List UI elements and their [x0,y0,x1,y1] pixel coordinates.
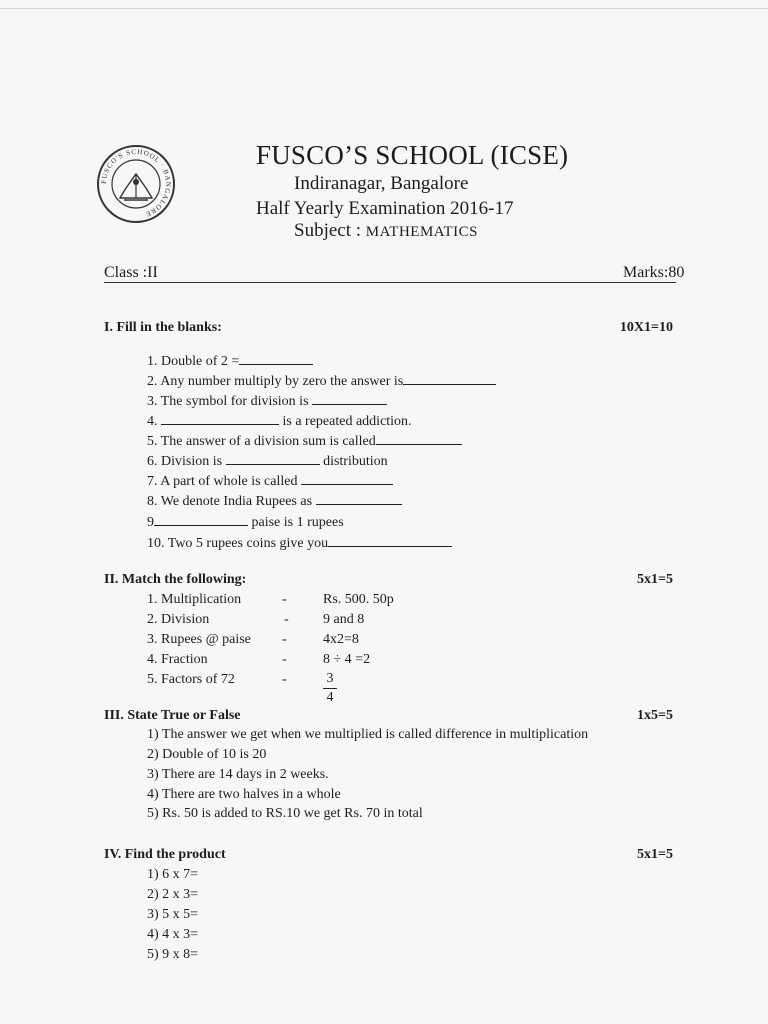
match-right-4: 8 ÷ 4 =2 [323,652,371,667]
match-left-2: 2. Division [147,612,210,627]
section-4-heading: IV. Find the product [104,847,226,862]
school-seal-icon [96,144,176,224]
match-dash: - [284,612,289,627]
section-3-marks: 1x5=5 [637,708,673,723]
match-left-3: 3. Rupees @ paise [147,632,251,647]
blank-question-8: 8. We denote India Rupees as [147,492,402,510]
true-false-item-3: 3) There are 14 days in 2 weeks. [147,767,329,782]
match-dash: - [282,652,287,667]
answer-blank [376,432,462,445]
blank-question-9: 9 paise is 1 rupees [147,515,344,530]
match-dash: - [282,632,287,647]
true-false-item-2: 2) Double of 10 is 20 [147,747,267,762]
svg-text:FUSCO'S SCHOOL · BANGALORE: FUSCO'S SCHOOL · BANGALORE [99,147,173,219]
blank-question-10: 10. Two 5 rupees coins give you [147,534,452,552]
section-1-marks: 10X1=10 [619,320,673,335]
subject-label: Subject : [294,220,362,241]
section-2-heading: II. Match the following: [104,572,247,587]
answer-blank [226,452,320,465]
blank-question-2: 2. Any number multiply by zero the answer is [147,372,496,390]
fraction-denominator: 4 [326,690,334,705]
true-false-item-4: 4) There are two halves in a whole [147,787,341,802]
header-divider [104,282,676,283]
product-item-5: 5) 9 x 8= [147,947,199,962]
answer-blank [301,472,393,485]
product-item-2: 2) 2 x 3= [147,887,199,902]
match-right-5-fraction [323,671,337,706]
paper-edge [0,8,768,9]
blank-question-5: 5. The answer of a division sum is called [147,432,462,450]
answer-blank [161,412,279,425]
answer-blank [154,513,248,526]
section-3-heading: III. State True or False [104,708,241,723]
match-left-4: 4. Fraction [147,652,208,667]
true-false-item-5: 5) Rs. 50 is added to RS.10 we get Rs. 70 in total [147,806,423,821]
school-name: FUSCO’S SCHOOL (ICSE) [256,140,569,170]
match-right-2: 9 and 8 [323,612,365,627]
blank-question-7: 7. A part of whole is called [147,472,393,490]
blank-question-1: 1. Double of 2 = [147,352,313,370]
product-item-3: 3) 5 x 5= [147,907,199,922]
fraction-bar [323,688,337,689]
school-location: Indiranagar, Bangalore [294,173,469,194]
blank-question-4: 4. is a repeated addiction. [147,414,412,429]
section-1-heading: I. Fill in the blanks: [104,320,222,335]
total-marks: Marks:80 [623,264,685,281]
section-2-marks: 5x1=5 [637,572,673,587]
exam-title: Half Yearly Examination 2016-17 [256,198,514,219]
blank-question-6: 6. Division is distribution [147,454,388,469]
match-left-5: 5. Factors of 72 [147,672,235,687]
answer-blank [403,372,496,385]
match-right-1: Rs. 500. 50p [323,592,394,607]
product-item-4: 4) 4 x 3= [147,927,199,942]
answer-blank [328,534,452,547]
match-right-3: 4x2=8 [323,632,359,647]
answer-blank [316,492,402,505]
blank-question-3: 3. The symbol for division is [147,392,387,410]
answer-blank [312,392,387,405]
subject-value: MATHEMATICS [365,224,478,240]
product-item-1: 1) 6 x 7= [147,867,199,882]
answer-blank [239,352,313,365]
subject-line [294,220,478,242]
class-label: Class :II [104,264,158,281]
section-4-marks: 5x1=5 [637,847,673,862]
match-left-1: 1. Multiplication [147,592,242,607]
fraction-numerator: 3 [326,671,334,686]
true-false-item-1: 1) The answer we get when we multiplied is called difference in multiplication [147,727,589,742]
match-dash: - [282,592,287,607]
match-dash: - [282,672,287,687]
